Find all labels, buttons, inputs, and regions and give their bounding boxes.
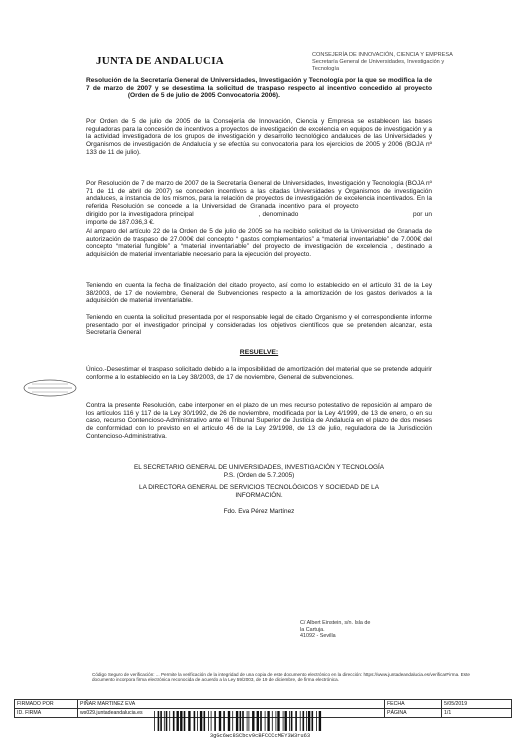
pagina-value: 1/1 — [442, 709, 512, 718]
barcode-bar — [300, 711, 301, 731]
barcode-bar — [236, 711, 238, 731]
barcode-bar — [180, 711, 182, 731]
barcode-bar — [247, 711, 248, 731]
idfirma-label: ID. FIRMA — [15, 709, 78, 718]
barcode-bar — [211, 711, 212, 731]
address-line: C/ Albert Einstein, s/n. Isla de — [300, 620, 371, 626]
barcode-bar — [154, 711, 155, 731]
barcode-bar — [173, 711, 175, 731]
barcode-bar — [289, 711, 290, 731]
convocatoria: Convocatoria 2006). — [217, 92, 280, 100]
signature-line: P.S. (Orden de 5.7.2005) — [223, 471, 295, 479]
barcode — [152, 711, 368, 731]
barcode-bar — [197, 711, 198, 731]
address-line: 41092 - Sevilla — [300, 633, 336, 640]
barcode-bar — [316, 711, 317, 731]
paragraph-solicitud-presentada: Teniendo en cuenta la solicitud presentada por el responsable legal de citado Organismo y el correspondiente informe presentado por el investigador principal y consideradas los objetivos científicos que se pretenden alcanzar, esta Secretaría General — [86, 314, 432, 337]
department-line: Secretaría General de Universidades, Investigación y — [312, 58, 445, 65]
barcode-bar — [242, 711, 244, 731]
barcode-bar — [164, 711, 165, 731]
barcode-bar — [295, 711, 297, 731]
barcode-bar — [184, 711, 186, 731]
paragraph-resolucion: Por Resolución de 7 de marzo de 2007 de la Secretaría General de Universidades, Investigación y Tecnología (BOJA nº 71 de 11 de abril de 2007) se conceden incentivos a las citadas Universidades y Organismos de investigación andaluces, a instancia de los mismos, para la relación de proyectos de investigación de excelencia incentivados. En la referida Resolución se concede a la Universidad de Granada incentivo para el proyecto dirigido por la investigadora principal , denominado por un importe de 187.036,3 €. — [86, 180, 433, 226]
signature-line: EL SECRETARIO GENERAL DE UNIVERSIDADES, INVESTIGACIÓN Y TECNOLOGÍA — [133, 464, 385, 471]
barcode-bar — [319, 711, 321, 731]
barcode-id: 3gGc6wc8SCbcv9cBFCCCcMEY3W3ru63 — [209, 733, 311, 739]
department-line: CONSEJERÍA DE INNOVACIÓN, CIENCIA Y EMPRESA — [312, 52, 453, 58]
barcode-bar — [208, 711, 209, 731]
barcode-bar — [240, 711, 242, 731]
barcode-bar — [177, 711, 179, 731]
barcode-bar — [267, 711, 269, 731]
address-line: la Cartuja. — [300, 626, 325, 633]
table-row — [15, 700, 512, 709]
address-block — [300, 620, 370, 640]
department-line: Tecnología — [312, 65, 340, 72]
registry-stamp — [22, 378, 78, 398]
barcode-bar — [276, 711, 277, 731]
pagina-label: PÁGINA — [385, 709, 442, 718]
resuelve-heading: RESUELVE: — [239, 349, 279, 356]
fecha-label: FECHA — [385, 700, 442, 709]
barcode-bar — [312, 711, 314, 731]
paragraph-recurso: Contra la presente Resolución, cabe interponer en el plazo de un mes recurso potestativo de reposición al amparo de los artículos 116 y 117 de la Ley 30/1992, de 26 de noviembre, modificada por la Ley 4/1999, de 13 de enero, o en su caso, recurso Contencioso-Administrativo ante el Tribunal Superior de Justicia de Andalucía en el plazo de dos meses de conformidad con lo previsto en el artículo 46 de la Ley 29/1998, de 13 de julio, reguladora de la Jurisdicción Contencioso-Administrativa. — [86, 402, 432, 440]
barcode-bar — [160, 711, 162, 731]
signature-directora: LA DIRECTORA GENERAL DE SERVICIOS TECNOLÓGICOS Y SOCIEDAD DE LA INFORMACIÓN. — [139, 484, 379, 499]
barcode-bar — [260, 711, 262, 731]
barcode-bar — [188, 711, 190, 731]
barcode-bar — [272, 711, 273, 731]
barcode-bar — [158, 711, 160, 731]
firmado-value: PIÑAR MARTINEZ EVA — [78, 700, 385, 709]
junta-logo: JUNTA DE ANDALUCIA — [96, 55, 225, 67]
barcode-bar — [166, 711, 168, 731]
signature-name: Fdo. Eva Pérez Martínez — [223, 508, 295, 515]
department-header — [312, 52, 492, 72]
barcode-bar — [265, 711, 266, 731]
idfirma-value: ws029.juntadeandalucia.es — [78, 709, 385, 718]
barcode-bar — [249, 711, 250, 731]
barcode-bar — [303, 711, 305, 731]
barcode-bar — [257, 711, 259, 731]
barcode-bar — [308, 711, 310, 731]
fecha-value: 5/05/2019 — [442, 700, 512, 709]
barcode-bar — [228, 711, 230, 731]
paragraph-finalizacion: Teniendo en cuenta la fecha de finalización del citado proyecto, así como lo establecido en el artículo 31 de la Ley 38/2003, de 17 de noviembre, General de Subvenciones respecto a la amortización de los gastos derivados a la adquisición de material inventariable. — [86, 282, 432, 305]
title-text: Resolución de la Secretaría General de Universidades, Investigación y Tecnología por la que se modifica la de 7 de marzo de 2007 y se desestima la solicitud de traspaso respecto al incentivo concedido al proyecto — [86, 77, 432, 92]
barcode-bar — [204, 711, 206, 731]
paragraph-orden: Por Orden de 5 de julio de 2005 de la Consejería de Innovación, Ciencia y Empresa se establecen las bases reguladoras para la concesión de incentivos a proyectos de investigación de excelencia en equipos de investigación y a la actividad investigadora de los grupos de investigación y desarrollo tecnológico andaluces de las Universidades y Organismos de investigación de Andalucía y se efectúa su convocatoria para los ejercicios de 2005 y 2006 (BOJA nº 133 de 11 de julio). — [86, 118, 432, 156]
barcode-bar — [277, 711, 279, 731]
order-reference: (Orden de 5 de julio de 2005 — [127, 92, 216, 100]
paragraph-solicitud: Al amparo del artículo 22 de la Orden de 5 de julio de 2005 se ha recibido solicitud de la Universidad de Granada de autorización de traspaso de 27.000€ del concepto “ gastos complementarios” a “material inventariable” de 7.000€ del concepto “material fungible” a “material inventariable” del proyecto de investigación de excelencia , destinado a adquisición de material inventariable necesario para la ejecución del proyecto. — [86, 228, 432, 259]
paragraph-unico: Único.-Desestimar el traspaso solicitado debido a la imposibilidad de amortización del material que se pretende adquirir conforme a lo establecido en la Ley 38/2003, de 17 de noviembre, General de subvenciones. — [86, 366, 432, 381]
barcode-bar — [285, 711, 287, 731]
barcode-bar — [194, 711, 196, 731]
barcode-bar — [306, 711, 307, 731]
barcode-bar — [214, 711, 216, 731]
barcode-bar — [283, 711, 284, 731]
signature-secretario — [86, 464, 432, 479]
barcode-bar — [252, 711, 254, 731]
barcode-bar — [169, 711, 170, 731]
barcode-bar — [200, 711, 202, 731]
barcode-bar — [223, 711, 225, 731]
verification-footnote: Código Seguro de verificación: ... Permite la verificación de la integridad de una copia de este documento electrónico en la dirección: https://www.juntadeandalucia.es/verificarFirma. Este documento incorpora firma electrónica reconocida de acuerdo a la Ley 59/2003, de 19 de diciembre, de firma electrónica. — [92, 672, 470, 683]
firmado-label: FIRMADO POR — [15, 700, 78, 709]
barcode-bar — [232, 711, 233, 731]
resolution-title — [86, 77, 432, 100]
barcode-bar — [291, 711, 293, 731]
barcode-bar — [219, 711, 221, 731]
